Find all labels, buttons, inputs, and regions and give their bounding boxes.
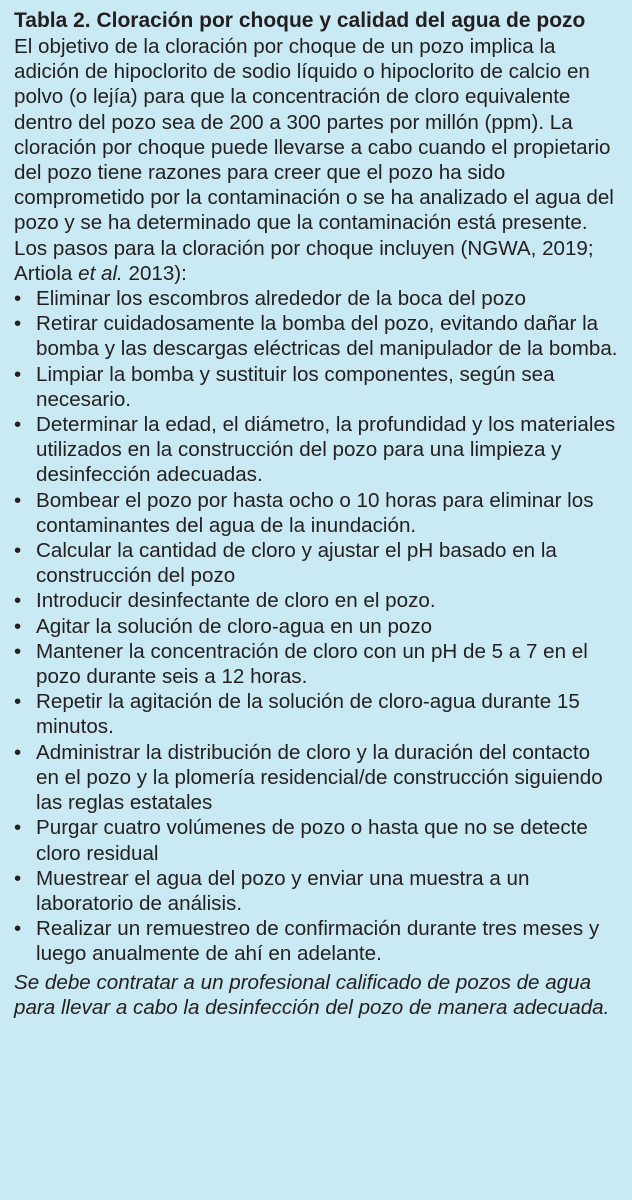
list-item-text: Realizar un remuestreo de confirmación durante tres meses y luego anualmente de ahí en adelante.: [36, 917, 600, 966]
intro-et-al: et al.: [78, 261, 123, 285]
list-item-text: Repetir la agitación de la solución de cloro-agua durante 15 minutos.: [36, 690, 580, 739]
intro-text-end: 2013):: [122, 261, 187, 285]
list-item-text: Determinar la edad, el diámetro, la profundidad y los materiales utilizados en la construcción del pozo para una limpieza y desinfección adecuadas.: [36, 413, 616, 487]
list-item: [14, 740, 618, 816]
bullet-icon: •: [14, 690, 22, 714]
list-item: [14, 362, 618, 412]
list-item-text: Muestrear el agua del pozo y enviar una muestra a un laboratorio de análisis.: [36, 866, 530, 915]
list-item-text: Retirar cuidadosamente la bomba del pozo, evitando dañar la bomba y las descargas eléctricas del manipulador de la bomba.: [36, 312, 618, 361]
list-item-text: Eliminar los escombros alrededor de la boca del pozo: [36, 287, 526, 311]
list-item: [14, 588, 618, 613]
list-item: [14, 866, 618, 916]
list-item: [14, 614, 618, 639]
list-item-text: Purgar cuatro volúmenes de pozo o hasta que no se detecte cloro residual: [36, 816, 588, 865]
list-item-text: Introducir desinfectante de cloro en el pozo.: [36, 589, 436, 613]
closing-note: Se debe contratar a un profesional calificado de pozos de agua para llevar a cabo la desinfección del pozo de manera adecuada.: [14, 970, 610, 1019]
bullet-icon: •: [14, 639, 22, 663]
intro-paragraph: [14, 34, 618, 286]
list-item: [14, 538, 618, 588]
list-item: [14, 815, 618, 865]
list-item-text: Mantener la concentración de cloro con un pH de 5 a 7 en el pozo durante seis a 12 horas.: [36, 639, 588, 689]
list-item-text: Calcular la cantidad de cloro y ajustar el pH basado en la construcción del pozo: [36, 539, 557, 588]
list-item: [14, 689, 618, 739]
bullet-icon: •: [14, 287, 22, 311]
box-title: Tabla 2. Cloración por choque y calidad del agua de pozo: [14, 9, 586, 32]
list-item: [14, 286, 618, 311]
bullet-icon: •: [14, 312, 22, 336]
bullet-icon: •: [14, 917, 22, 941]
list-item-text: Bombear el pozo por hasta ocho o 10 horas para eliminar los contaminantes del agua de la inundación.: [36, 488, 594, 537]
bullet-icon: •: [14, 413, 22, 437]
bullet-icon: •: [14, 740, 22, 764]
bullet-icon: •: [14, 362, 22, 386]
bullet-icon: •: [14, 539, 22, 563]
intro-text-start: El objetivo de la cloración por choque de un pozo implica la adición de hipoclorito de sodio líquido o hipoclorito de calcio en polvo (o lejía) para que la concentración de cloro equivalente dentro del pozo sea de 200 a 300 partes por millón (ppm). La cloración por choque puede llevarse a cabo cuando el propietario del pozo tiene razones para creer que el pozo ha sido comprometido por la contaminación o se ha analizado el agua del pozo y se ha determinado que la contaminación está presente. Los pasos para la cloración por choque incluyen (NGWA, 2019; Artiola: [14, 35, 614, 285]
list-item-text: Administrar la distribución de cloro y la duración del contacto en el pozo y la plomería residencial/de construcción siguiendo las reglas estatales: [36, 740, 603, 815]
bullet-icon: •: [14, 614, 22, 638]
list-item: [14, 311, 618, 361]
list-item-text: Limpiar la bomba y sustituir los componentes, según sea necesario.: [36, 362, 555, 411]
list-item: [14, 916, 618, 966]
bullet-icon: •: [14, 488, 22, 512]
bullet-icon: •: [14, 866, 22, 890]
bullet-icon: •: [14, 589, 22, 613]
list-item: [14, 488, 618, 538]
list-item: [14, 639, 618, 689]
bullet-icon: •: [14, 816, 22, 840]
list-item-text: Agitar la solución de cloro-agua en un pozo: [36, 614, 433, 638]
list-item: [14, 412, 618, 488]
steps-list: [14, 286, 618, 966]
